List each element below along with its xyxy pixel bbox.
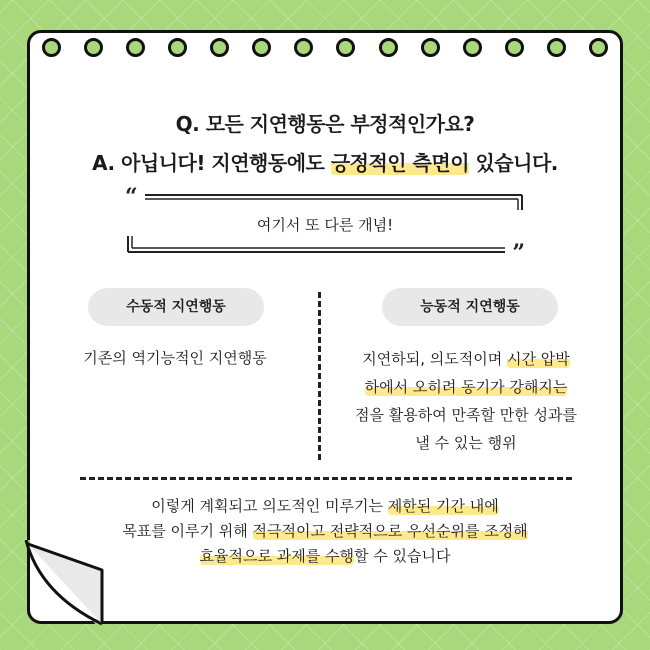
binder-ring — [589, 38, 608, 57]
active-desc-line4: 낼 수 있는 행위 — [415, 434, 517, 452]
binder-ring — [463, 38, 482, 57]
conclusion-highlight-3: 효율적으로 과제를 수행 — [199, 547, 354, 565]
active-desc-line3: 점을 활용하여 만족할 만한 성과를 — [355, 406, 577, 424]
binder-ring — [547, 38, 566, 57]
question-heading: Q. 모든 지연행동은 부정적인가요? — [175, 112, 475, 136]
binder-rings — [42, 34, 608, 60]
binder-ring — [379, 38, 398, 57]
active-badge: 능동적 지연행동 — [382, 288, 558, 326]
active-desc-highlight-2: 하에서 오히려 동기가 강해지는 — [364, 378, 568, 396]
answer-heading — [0, 147, 650, 176]
active-desc-text: 지연하되, 의도적이며 — [362, 350, 507, 368]
binder-ring — [126, 38, 145, 57]
conclusion-highlight-2: 적극적이고 전략적으로 우선순위를 조정해 — [252, 522, 528, 540]
close-quote-icon: ” — [512, 240, 525, 266]
quote-text: 여기서 또 다른 개념! — [256, 216, 394, 234]
active-description — [336, 345, 596, 457]
binder-ring — [252, 38, 271, 57]
binder-ring — [42, 38, 61, 57]
binder-ring — [210, 38, 229, 57]
conclusion-text-1: 이렇게 계획되고 의도적인 미루기는 — [151, 497, 388, 515]
passive-badge: 수동적 지연행동 — [88, 288, 264, 326]
binder-ring — [421, 38, 440, 57]
conclusion-text-2: 목표를 이루기 위해 — [122, 522, 253, 540]
answer-highlight: 긍정적인 측면이 — [330, 151, 470, 175]
conclusion-text-3: 할 수 있습니다 — [353, 547, 451, 565]
passive-description: 기존의 역기능적인 지연행동 — [83, 349, 267, 367]
binder-ring — [336, 38, 355, 57]
vertical-divider — [318, 292, 321, 460]
conclusion-text — [40, 494, 610, 569]
horizontal-divider — [80, 477, 572, 480]
binder-ring — [168, 38, 187, 57]
active-desc-highlight: 시간 압박 — [506, 350, 570, 368]
binder-ring — [505, 38, 524, 57]
binder-ring — [84, 38, 103, 57]
open-quote-icon: “ — [125, 184, 138, 210]
answer-text-end: 있습니다. — [469, 151, 558, 175]
quote-box — [125, 184, 525, 266]
answer-text: A. 아닙니다! 지연행동에도 — [92, 151, 331, 175]
binder-ring — [294, 38, 313, 57]
conclusion-highlight-1: 제한된 기간 내에 — [387, 497, 499, 515]
